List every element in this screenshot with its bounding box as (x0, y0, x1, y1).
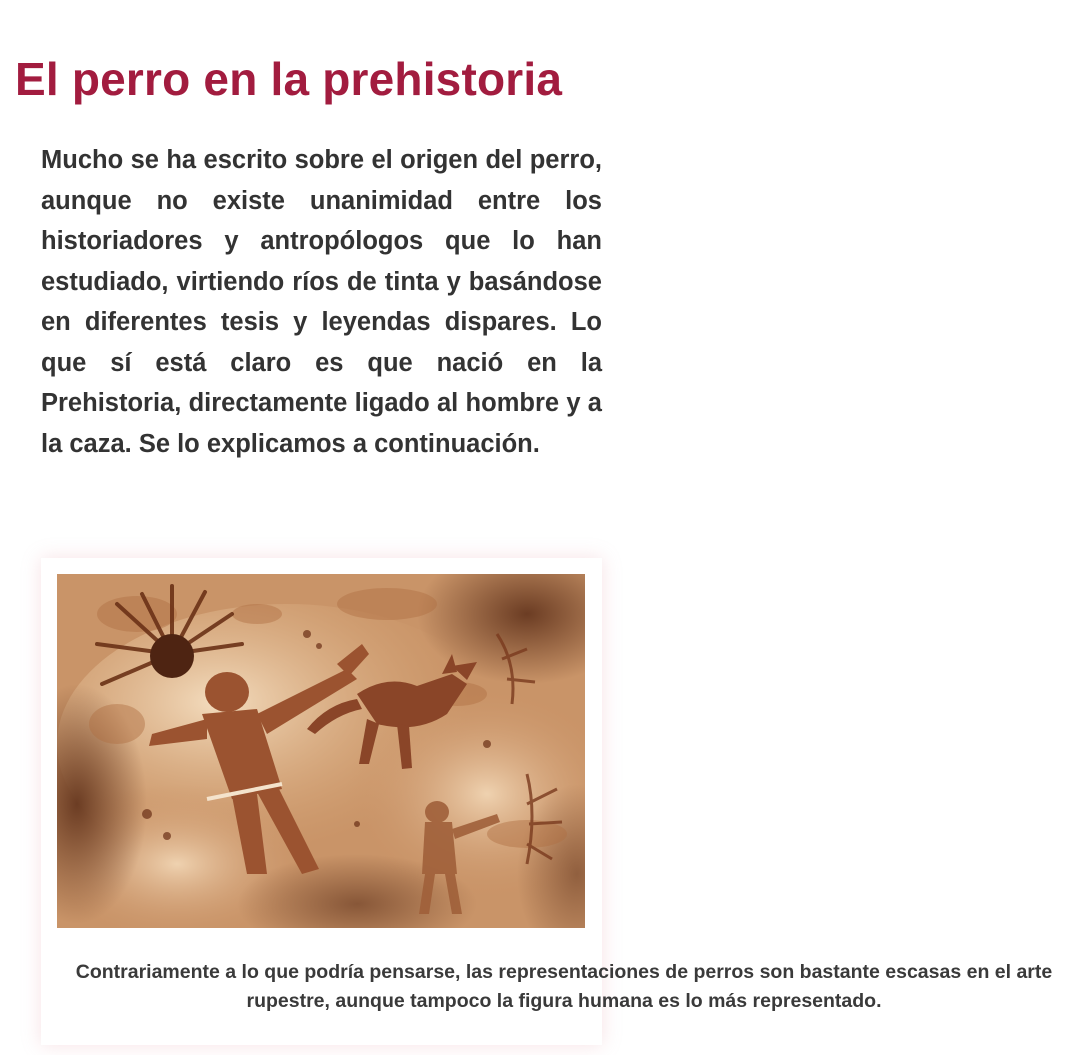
figure-caption: Contrariamente a lo que podría pensarse, las representaciones de perros son bastante escasas en el arte rupestre, aunque tampoco la figura humana es lo más representado. (75, 961, 1053, 1012)
intro-paragraph: Mucho se ha escrito sobre el origen del perro, aunque no existe unanimidad entre los historiadores y antropólogos que lo han estudiado, virtiendo ríos de tinta y basándose en diferentes tesis y leyendas dispares. Lo que sí está claro es que nació en la Prehistoria, directamente ligado al hombre y a la caza. Se lo explicamos a continuación. (41, 146, 602, 458)
cave-painting-image (57, 574, 585, 928)
page-title: El perro en la prehistoria (15, 53, 563, 105)
